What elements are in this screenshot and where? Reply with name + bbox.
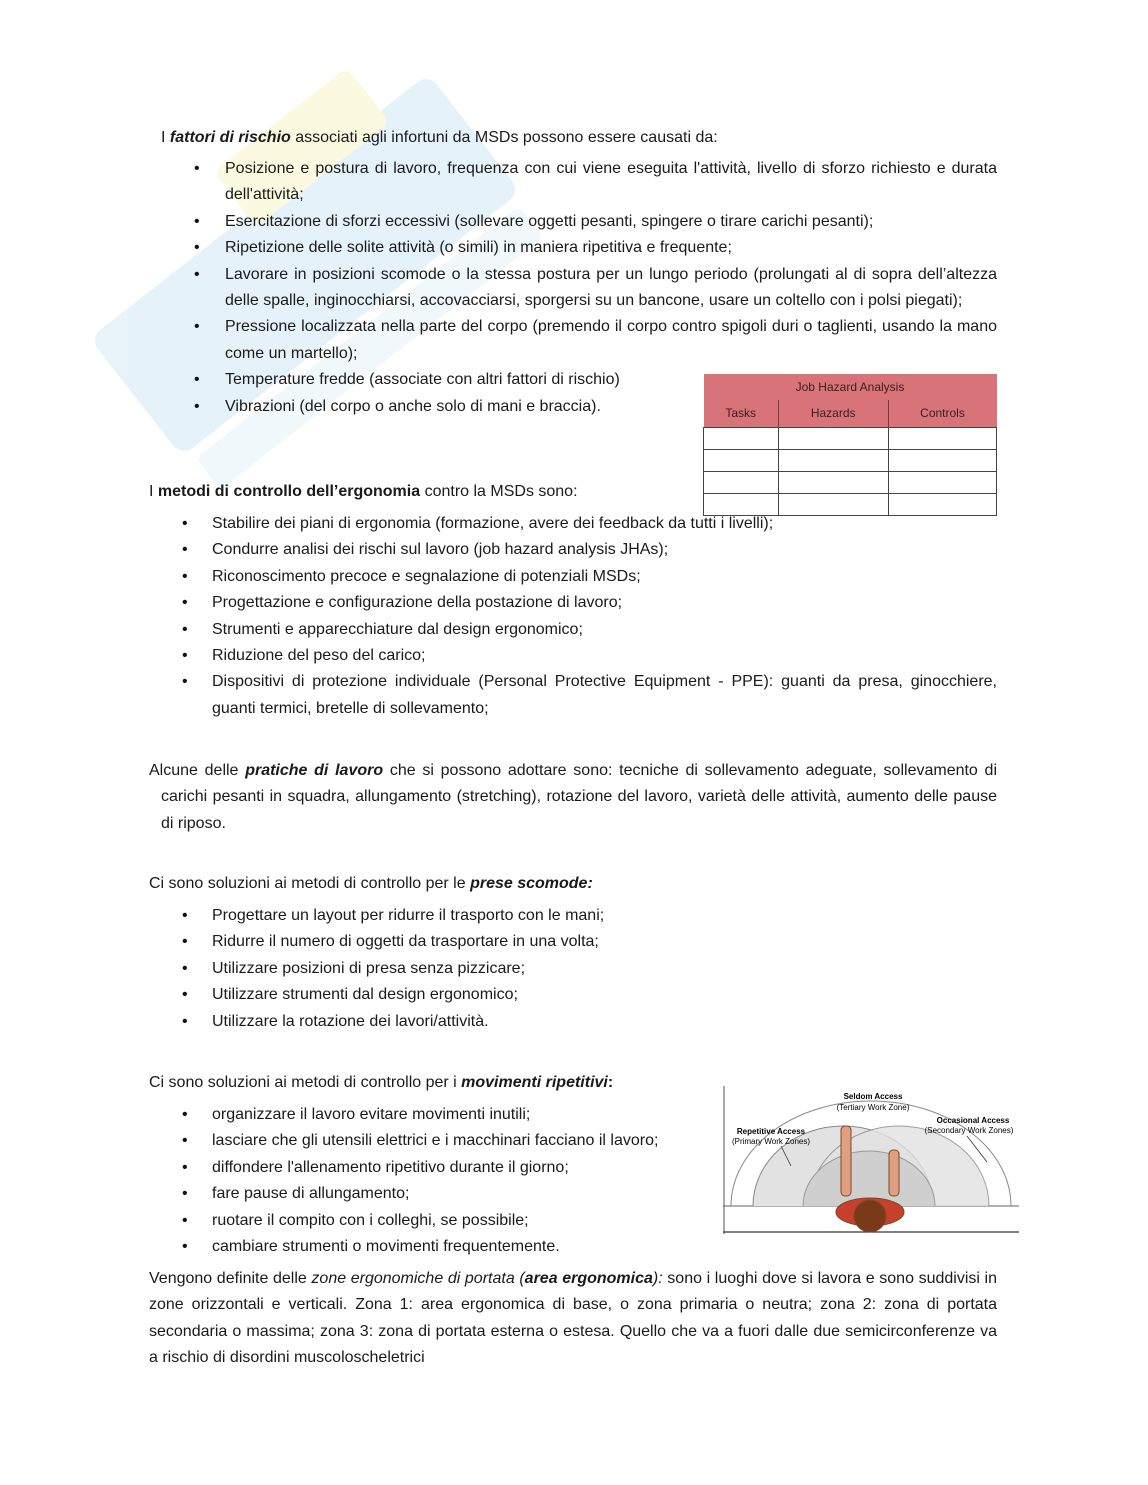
list-item: • Esercitazione di sforzi eccessivi (sollevare oggetti pesanti, spingere o tirare carichi pesanti); [149,209,997,235]
list-item: • cambiare strumenti o movimenti frequentemente. [149,1234,719,1260]
job-hazard-analysis-table [703,374,997,494]
list-item: • Pressione localizzata nella parte del corpo (premendo il corpo contro spigoli duri o taglienti, usando la mano come un martello); [149,314,997,367]
risk-factors-intro: I fattori di rischio associati agli infortuni da MSDs possono essere causati da: [161,129,718,146]
list-item: • ruotare il compito con i colleghi, se possibile; [149,1208,719,1234]
zones-paragraph: Vengono definite delle zone ergonomiche di portata (area ergonomica): sono i luoghi dove si lavora e sono suddivisi in zone orizzontali e verticali. Zona 1: area ergonomica di base, o zona primaria o neutra; zona 2: zona di portata secondaria o massima; zona 3: zona di portata esterna o estesa. Quello che va a fuori dalle due semicirconferenze va a rischio di disordini muscoloscheletrici [149,1270,998,1367]
list-item: • Progettazione e configurazione della postazione di lavoro; [149,590,997,616]
list-item: • Ripetizione delle solite attività (o simili) in maniera ripetitiva e frequente; [149,235,997,261]
list-item: • Posizione e postura di lavoro, frequenza con cui viene eseguita l'attività, livello di sforzo richiesto e durata dell'attività; [149,156,997,209]
list-item: • Riduzione del peso del carico; [149,643,997,669]
list-item: • Ridurre il numero di oggetti da trasportare in una volta; [149,929,997,955]
list-item: • Vibrazioni (del corpo o anche solo di mani e braccia). [149,394,695,420]
repetitive-title: Repetitive Access [736,1127,806,1136]
occasional-subtitle: (Secondary Work Zones) [924,1126,1014,1135]
awkward-grips-intro: Ci sono soluzioni ai metodi di controllo per le prese scomode: [149,875,593,892]
jha-column-header: Tasks [704,400,779,427]
reach-zones-figure [723,1086,1019,1236]
list-item: • Temperature fredde (associate con altri fattori di rischio) [149,367,695,393]
list-item: • Strumenti e apparecchiature dal design ergonomico; [149,617,997,643]
list-item: • Dispositivi di protezione individuale (Personal Protective Equipment - PPE): guanti da presa, ginocchiere, guanti termici, bretelle di sollevamento; [149,669,997,722]
jha-title: Job Hazard Analysis [704,374,997,400]
list-item: • Progettare un layout per ridurre il trasporto con le mani; [149,903,997,929]
jha-column-header: Controls [888,400,996,427]
list-item: • Condurre analisi dei rischi sul lavoro (job hazard analysis JHAs); [149,537,997,563]
list-item: • fare pause di allungamento; [149,1181,719,1207]
list-item: • Utilizzare la rotazione dei lavori/attività. [149,1009,997,1035]
list-item: • organizzare il lavoro evitare movimenti inutili; [149,1102,719,1128]
list-item: • diffondere l'allenamento ripetitivo durante il giorno; [149,1155,719,1181]
list-item: • Lavorare in posizioni scomode o la stessa postura per un lungo periodo (prolungati al di sopra dell’altezza delle spalle, inginocchiarsi, accovacciarsi, sporgersi su un bancone, usare un coltello con i polsi piegati); [149,262,997,315]
repetitive-intro: Ci sono soluzioni ai metodi di controllo per i movimenti ripetitivi: [149,1074,614,1091]
list-item: • Riconoscimento precoce e segnalazione di potenziali MSDs; [149,564,997,590]
methods-list [149,511,997,722]
jha-column-header: Hazards [778,400,888,427]
list-item: • Utilizzare strumenti dal design ergonomico; [149,982,997,1008]
list-item: • lasciare che gli utensili elettrici e i macchinari facciano il lavoro; [149,1128,719,1154]
list-item: • Stabilire dei piani di ergonomia (formazione, avere dei feedback da tutti i livelli); [149,511,997,537]
practices-paragraph: Alcune delle pratiche di lavoro che si possono adottare sono: tecniche di sollevamento adeguate, sollevamento di carichi pesanti in squadra, allungamento (stretching), rotazione del lavoro, varietà delle attività, aumento delle pause di riposo. [149,762,998,832]
seldom-subtitle: (Tertiary Work Zone) [836,1103,910,1112]
seldom-title: Seldom Access [843,1092,903,1101]
awkward-grips-list [149,903,997,1035]
list-item: • Utilizzare posizioni di presa senza pizzicare; [149,956,997,982]
repetitive-subtitle: (Primary Work Zones) [731,1137,811,1146]
methods-intro: I metodi di controllo dell’ergonomia contro la MSDs sono: [149,483,578,500]
repetitive-list [149,1102,719,1260]
occasional-title: Occasional Access [936,1116,1010,1125]
